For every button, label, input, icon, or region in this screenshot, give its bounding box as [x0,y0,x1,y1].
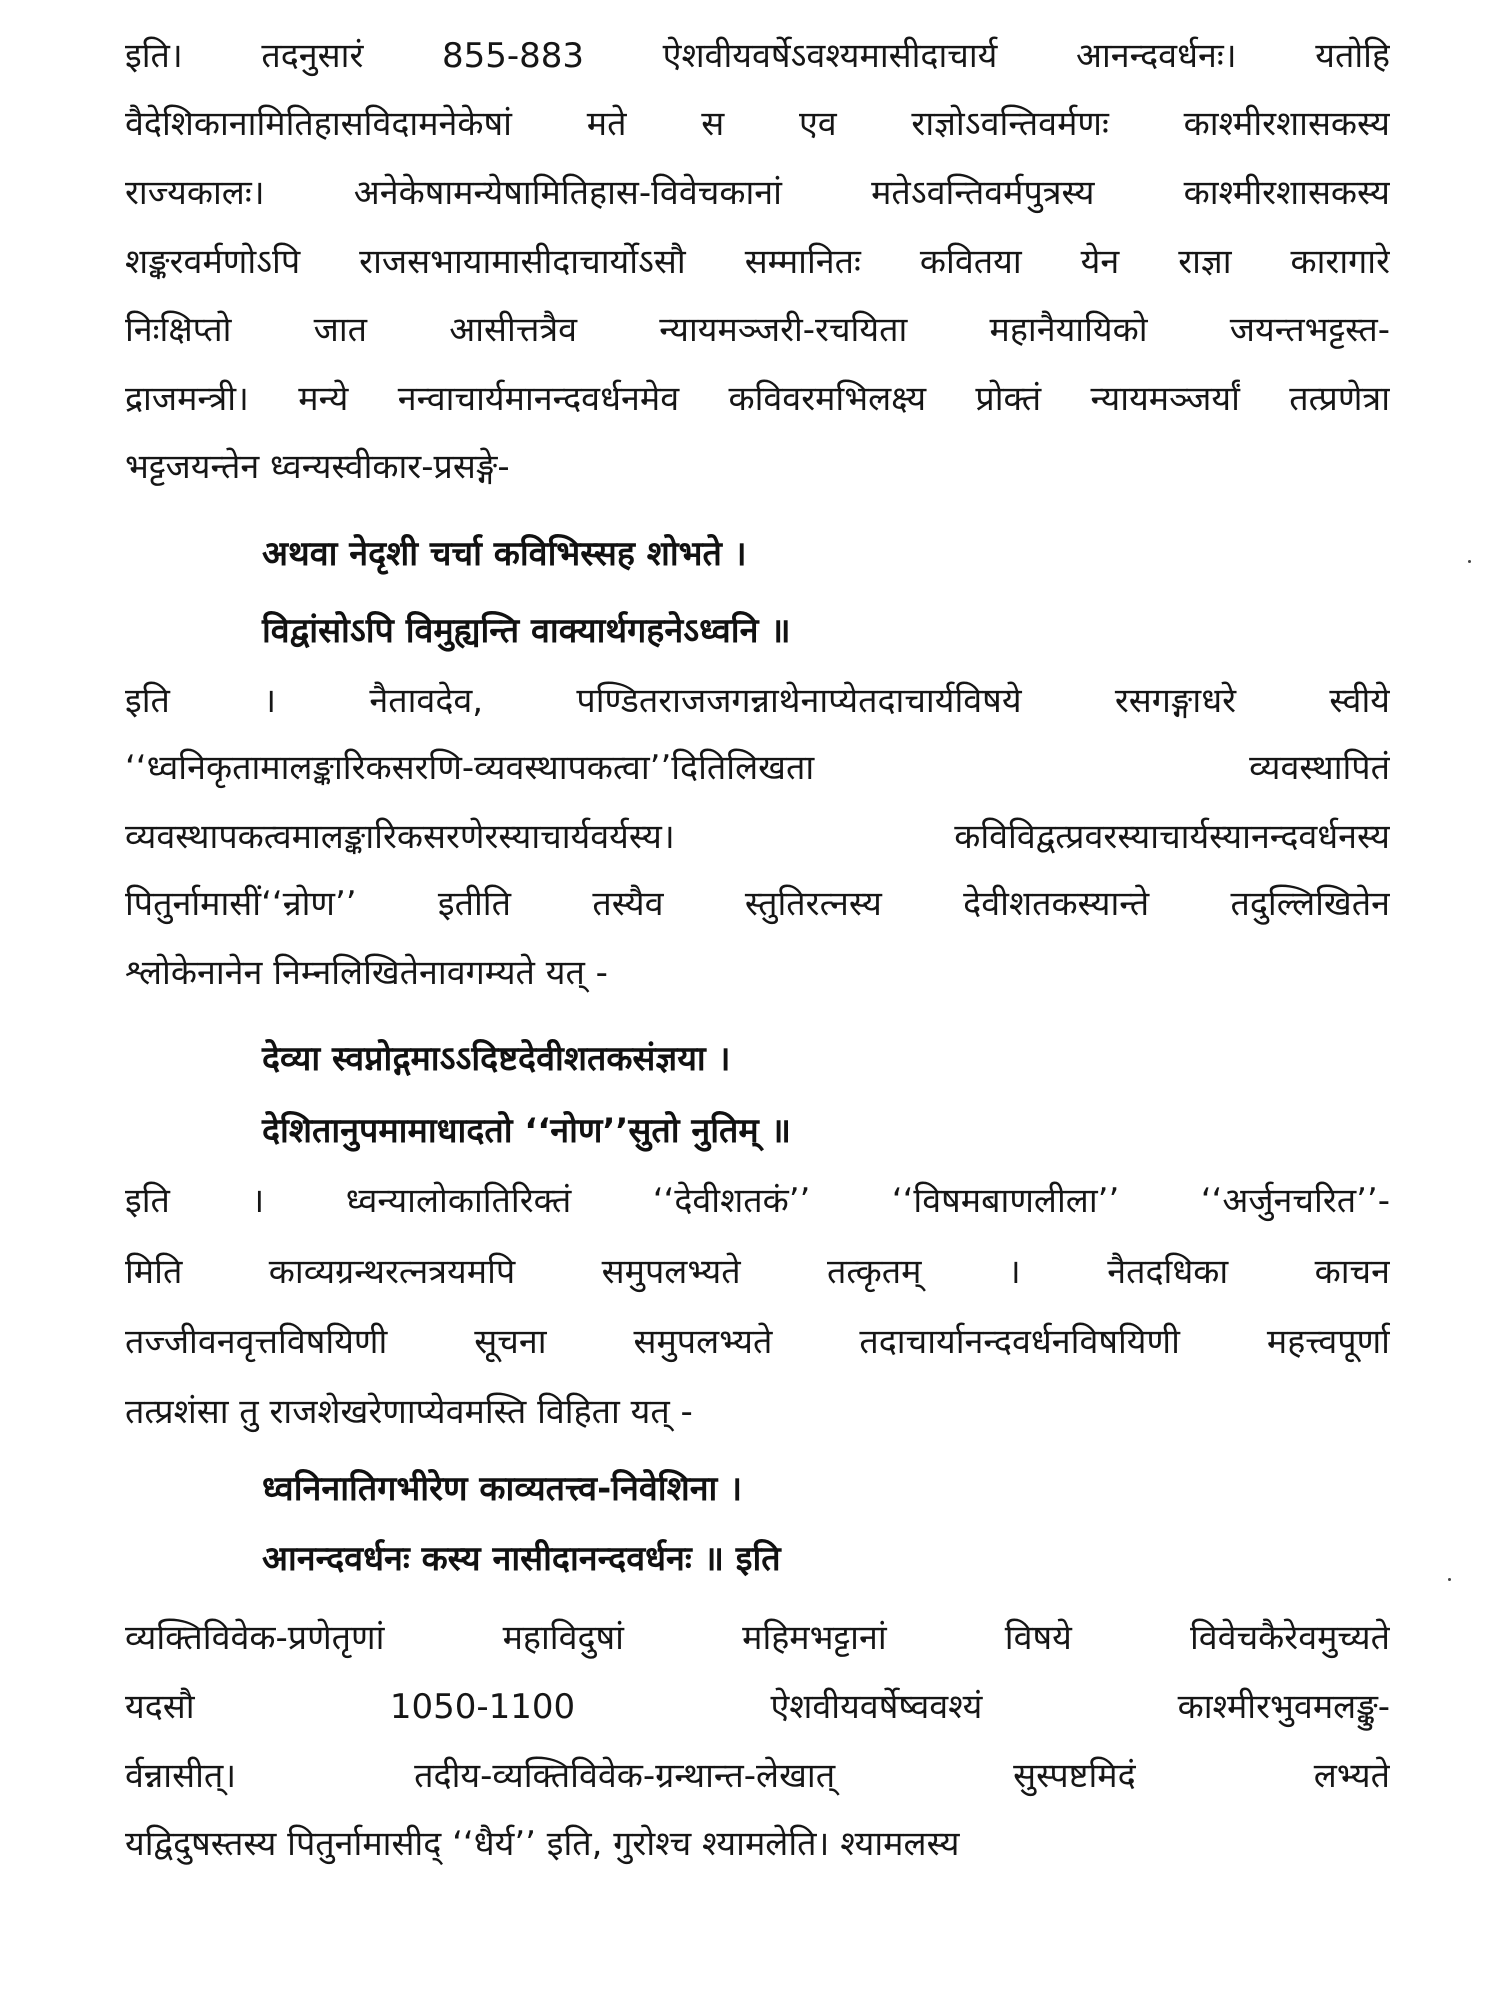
verse-line: ध्वनिनातिगभीरेण काव्यतत्त्व-निवेशिना । [262,1469,743,1509]
text-line: ‘‘ध्वनिकृतामालङ्कारिकसरणि-व्यवस्थापकत्वा’’दितिलिखता व्यवस्थापितं [125,748,1390,788]
text-line: द्राजमन्त्री। मन्ये नन्वाचार्यमानन्दवर्धनमेव कविवरमभिलक्ष्य प्रोक्तं न्यायमञ्जर्यां तत्प्रणेत्रा [125,379,1390,419]
text-line: इति । ध्वन्यालोकातिरिक्तं ‘‘देवीशतकं’’ ‘‘विषमबाणलीला’’ ‘‘अर्जुनचरित’’- [125,1181,1390,1221]
text-line: यदसौ 1050-1100 ऐशवीयवर्षेष्ववश्यं काश्मीरभुवमलङ्कु- [125,1687,1390,1727]
text-line: व्यवस्थापकत्वमालङ्कारिकसरणेरस्याचार्यवर्यस्य। कविविद्वत्प्रवरस्याचार्यस्यानन्दवर्धनस्य [125,817,1390,857]
text-line: तज्जीवनवृत्तविषयिणी सूचना समुपलभ्यते तदाचार्यानन्दवर्धनविषयिणी महत्त्वपूर्णा [125,1322,1390,1362]
text-line: व्यक्तिविवेक-प्रणेतृणां महाविदुषां महिमभट्टानां विषये विवेचकैरेवमुच्यते [125,1618,1390,1658]
scan-speck [1448,1578,1451,1581]
text-line: इति । नैतावदेव, पण्डितराजजगन्नाथेनाप्येतदाचार्यविषये रसगङ्गाधरे स्वीये [125,681,1390,721]
text-line: भट्टजयन्तेन ध्वन्यस्वीकार-प्रसङ्गे- [125,447,510,487]
text-line: शङ्करवर्मणोऽपि राजसभायामासीदाचार्योऽसौ सम्मानितः कवितया येन राज्ञा कारागारे [125,242,1390,282]
verse-line: आनन्दवर्धनः कस्य नासीदानन्दवर्धनः ॥ इति [262,1539,781,1579]
text-line: वैदेशिकानामितिहासविदामनेकेषां मते स एव राज्ञोऽवन्तिवर्मणः काश्मीरशासकस्य [125,104,1390,144]
text-line: तत्प्रशंसा तु राजशेखरेणाप्येवमस्ति विहिता यत् - [125,1392,693,1432]
text-line: पितुर्नामासीं‘‘न्रोण’’ इतीति तस्यैव स्तुतिरत्नस्य देवीशतकस्यान्ते तदुल्लिखितेन [125,884,1390,924]
verse-line: देशितानुपमामाधादतो ‘‘नोण’’सुतो नुतिम् ॥ [262,1111,791,1151]
text-line: निःक्षिप्तो जात आसीत्तत्रैव न्यायमञ्जरी-रचयिता महानैयायिको जयन्तभट्टस्त- [125,310,1390,350]
verse-line: देव्या स्वप्नोद्गमाऽऽदिष्टदेवीशतकसंज्ञया । [262,1039,731,1079]
scan-speck [1468,560,1471,563]
text-line: इति। तदनुसारं 855-883 ऐशवीयवर्षेऽवश्यमासीदाचार्य आनन्दवर्धनः। यतोहि [125,36,1390,76]
text-line: र्वन्नासीत्। तदीय-व्यक्तिविवेक-ग्रन्थान्त-लेखात् सुस्पष्टमिदं लभ्यते [125,1756,1390,1796]
text-line: राज्यकालः। अनेकेषामन्येषामितिहास-विवेचकानां मतेऽवन्तिवर्मपुत्रस्य काश्मीरशासकस्य [125,173,1390,213]
verse-line: विद्वांसोऽपि विमुह्यन्ति वाक्यार्थगहनेऽध्वनि ॥ [262,611,791,651]
text-line: मिति काव्यग्रन्थरत्नत्रयमपि समुपलभ्यते तत्कृतम् । नैतदधिका काचन [125,1252,1390,1292]
text-line: यद्विदुषस्तस्य पितुर्नामासीद् ‘‘धैर्य’’ इति, गुरोश्च श्यामलेति। श्यामलस्य [125,1824,960,1864]
verse-line: अथवा नेदृशी चर्चा कविभिस्सह शोभते । [262,534,747,574]
text-line: श्लोकेनानेन निम्नलिखितेनावगम्यते यत् - [125,953,608,993]
